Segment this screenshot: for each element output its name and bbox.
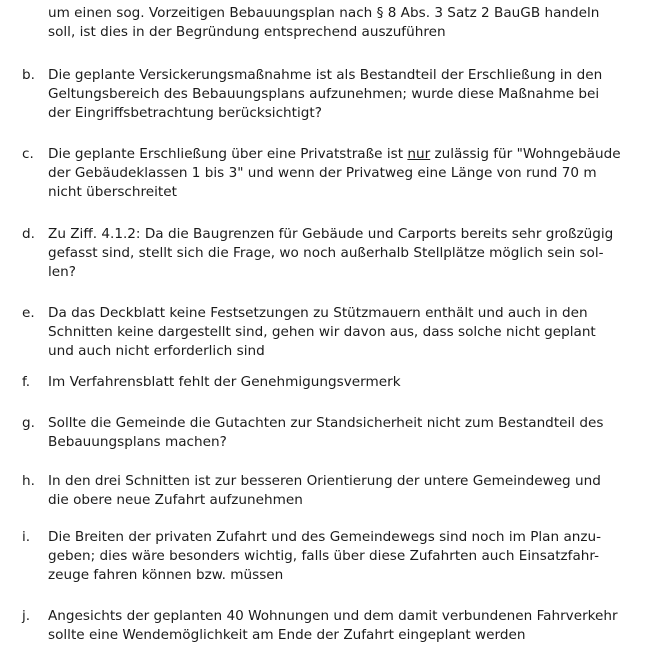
intro-line: soll, ist dies in der Begründung entsprechend auszuführen — [48, 24, 446, 40]
item-text: zulässig für "Wohngebäude — [430, 146, 621, 162]
item-line: Da das Deckblatt keine Festsetzungen zu Stützmauern enthält und auch in den — [48, 305, 588, 321]
item-line: Im Verfahrensblatt fehlt der Genehmigungsvermerk — [48, 374, 401, 390]
item-line: Geltungsbereich des Bebauungsplans aufzunehmen; wurde diese Maßnahme bei — [48, 86, 600, 102]
item-marker: b. — [22, 67, 35, 83]
item-marker: c. — [22, 146, 34, 162]
item-line: der Eingriffsbetrachtung berücksichtigt? — [48, 105, 322, 121]
item-line: In den drei Schnitten ist zur besseren Orientierung der untere Gemeindeweg und — [48, 473, 601, 489]
item-marker: f. — [22, 374, 31, 390]
item-line: die obere neue Zufahrt aufzunehmen — [48, 492, 303, 508]
item-marker: d. — [22, 226, 35, 242]
item-line: geben; dies wäre besonders wichtig, falls über diese Zufahrten auch Einsatzfahr- — [48, 548, 600, 564]
item-line: Zu Ziff. 4.1.2: Da die Baugrenzen für Gebäude und Carports bereits sehr großzügig — [48, 226, 614, 242]
item-text: Die geplante Erschließung über eine Privatstraße ist — [48, 146, 408, 162]
item-marker: j. — [22, 608, 31, 624]
item-line: der Gebäudeklassen 1 bis 3" und wenn der Privatweg eine Länge von rund 70 m — [48, 165, 597, 181]
item-line: Bebauungsplans machen? — [48, 434, 227, 450]
item-line: sollte eine Wendemöglichkeit am Ende der Zufahrt eingeplant werden — [48, 627, 526, 643]
item-line — [48, 145, 621, 164]
item-line: Schnitten keine dargestellt sind, gehen wir davon aus, dass solche nicht geplant — [48, 324, 596, 340]
item-marker: i. — [22, 529, 31, 545]
item-line: und auch nicht erforderlich sind — [48, 343, 265, 359]
item-line: nicht überschreitet — [48, 184, 177, 200]
item-line: len? — [48, 264, 76, 280]
item-line: Die Breiten der privaten Zufahrt und des Gemeindewegs sind noch im Plan anzu- — [48, 529, 602, 545]
item-line: Die geplante Versickerungsmaßnahme ist als Bestandteil der Erschließung in den — [48, 67, 603, 83]
intro-line: um einen sog. Vorzeitigen Bebauungsplan nach § 8 Abs. 3 Satz 2 BauGB handeln — [48, 5, 600, 21]
item-line: Angesichts der geplanten 40 Wohnungen und dem damit verbundenen Fahrverkehr — [48, 608, 618, 624]
item-marker: h. — [22, 473, 35, 489]
item-line: zeuge fahren können bzw. müssen — [48, 567, 284, 583]
item-line: Sollte die Gemeinde die Gutachten zur Standsicherheit nicht zum Bestandteil des — [48, 415, 604, 431]
item-marker: e. — [22, 305, 35, 321]
underlined-word: nur — [407, 146, 431, 162]
item-line: gefasst sind, stellt sich die Frage, wo noch außerhalb Stellplätze möglich sein sol- — [48, 245, 604, 261]
item-marker: g. — [22, 415, 35, 431]
